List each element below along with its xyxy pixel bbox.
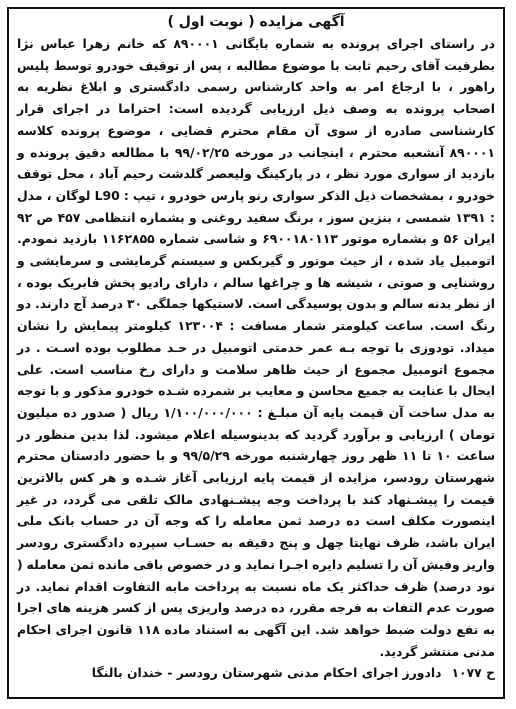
notice-code: ح ۱۰۷۷ xyxy=(451,665,495,681)
notice-signature: دادورز اجرای احکام مدنی شهرستان رودسر - خندان بالنگا xyxy=(91,665,442,681)
notice-title: آگهی مزایده ( نوبت اول ) xyxy=(167,14,345,30)
notice-footer xyxy=(17,662,495,683)
auction-notice xyxy=(7,7,505,699)
notice-body: در راستای اجرای پرونده به شماره بایگانی ۸۹۰۰۰۱ که خانم زهرا عباس نژا بطرفیت آقای رحیم ثابت با موضوع مطالبه ، پس از توقیف خودرو توسط پلیس راهور ، با ارجاع امر به واحد کارشناس رسمی دادگستری و ابلاغ نظریه به اصحاب پرونده به وصف ذیل ارزیابی گردیده است: احتراما در اجرای قرار کارشناسی صادره از سوی آن مقام محترم قضایی ، موضوع پرونده کلاسه ۸۹۰۰۰۱ آنشعبه محترم ، اینجانب در مورخه ۹۹/۰۲/۲۵ با مطالعه دقیق پرونده و بازدید از سواری مورد نظر ، در پارکینگ ولیعصر گلدشت رحیم آباد ، محل توقف خودرو ، بمشخصات ذیل الذکر سواری رنو پارس خودرو ، تیپ : L90 لوگان ، مدل : ۱۳۹۱ شمسی ، بنزین سوز ، برنگ سفید روغنی و بشماره انتظامی ۴۵۷ ص ۹۲ ایران ۵۶ و بشماره موتور ۶۹۰۰۱۸۰۱۱۳ و شاسی شماره ۱۱۶۲۸۵۵ بازدید نمودم. اتومبیل یاد شده ، از حیث موتور و گیربکس و سیستم گرمایشی و سرمایشی و روشنایی و صوتی ، شیشه ها و چراغها سالم ، دارای رادیو پخش فابریک بوده ، از نظر بدنه سالم و بدون پوسیدگی است. لاستیکها جملگی ۳۰ درصد آج دارند. دو رنگ است. ساعت کیلومتر شمار مسافت : ۱۲۳۰۰۴ کیلومتر پیمایش را نشان میداد. تودوزی با توجه بـه عمر خدمتی اتومبیل در حـد مطلوب بوده اسـت . در مجموع اتومبیل مجموع از حیث ظاهر سلامت و دارای رخ مناسب است. علی ایحال با عنایت به جمیع محاسن و معایب بر شمرده شـده خودرو مذکور و با توجه به مدل ساخت آن قیمت پایه آن مبلـغ : ۱/۱۰۰/۰۰۰/۰۰۰ ریال ( صدور ده میلیون تومان ) ارزیابی و برآورد گردید که بدینوسیله اعلام میشود. لذا بدین منظور در ساعت ۱۰ تا ۱۱ ظهر روز چهارشنبه مورخه ۹۹/۵/۲۹ و با حضور دادستان محترم شهرستان رودسر، مزایده از قیمت پایه ارزیابی آغاز شـده و هر کس بالاترین قیمت را پیشـنهاد کند با پرداخت وجه پیشـنهادی مالک تلقی می گردد، در غیر اینصورت مکلف است ده درصد ثمن معامله را که وجه آن در حساب بانک ملی ایران باشد، ظرف نهایتا چهل و پنج دقیقه به حسـاب سپرده دادگستری رودسر واریز وفیش آن را تسلیم دایره اجـرا نماید و در خصوص باقی مانده ثمن معامله ( نود درصد) ظرف حداکثر یک ماه نسبت به پرداخت مابه التفاوت اقدام نماید. در صورت عدم التفات به فرجه مقرر، ده درصد واریزی پس از کسر هزینه های اجرا به نفع دولت ضبط خواهد شد. این آگهی به استناد ماده ۱۱۸ قانون اجرای احکام مدنی منتشر گردید. xyxy=(17,36,496,659)
